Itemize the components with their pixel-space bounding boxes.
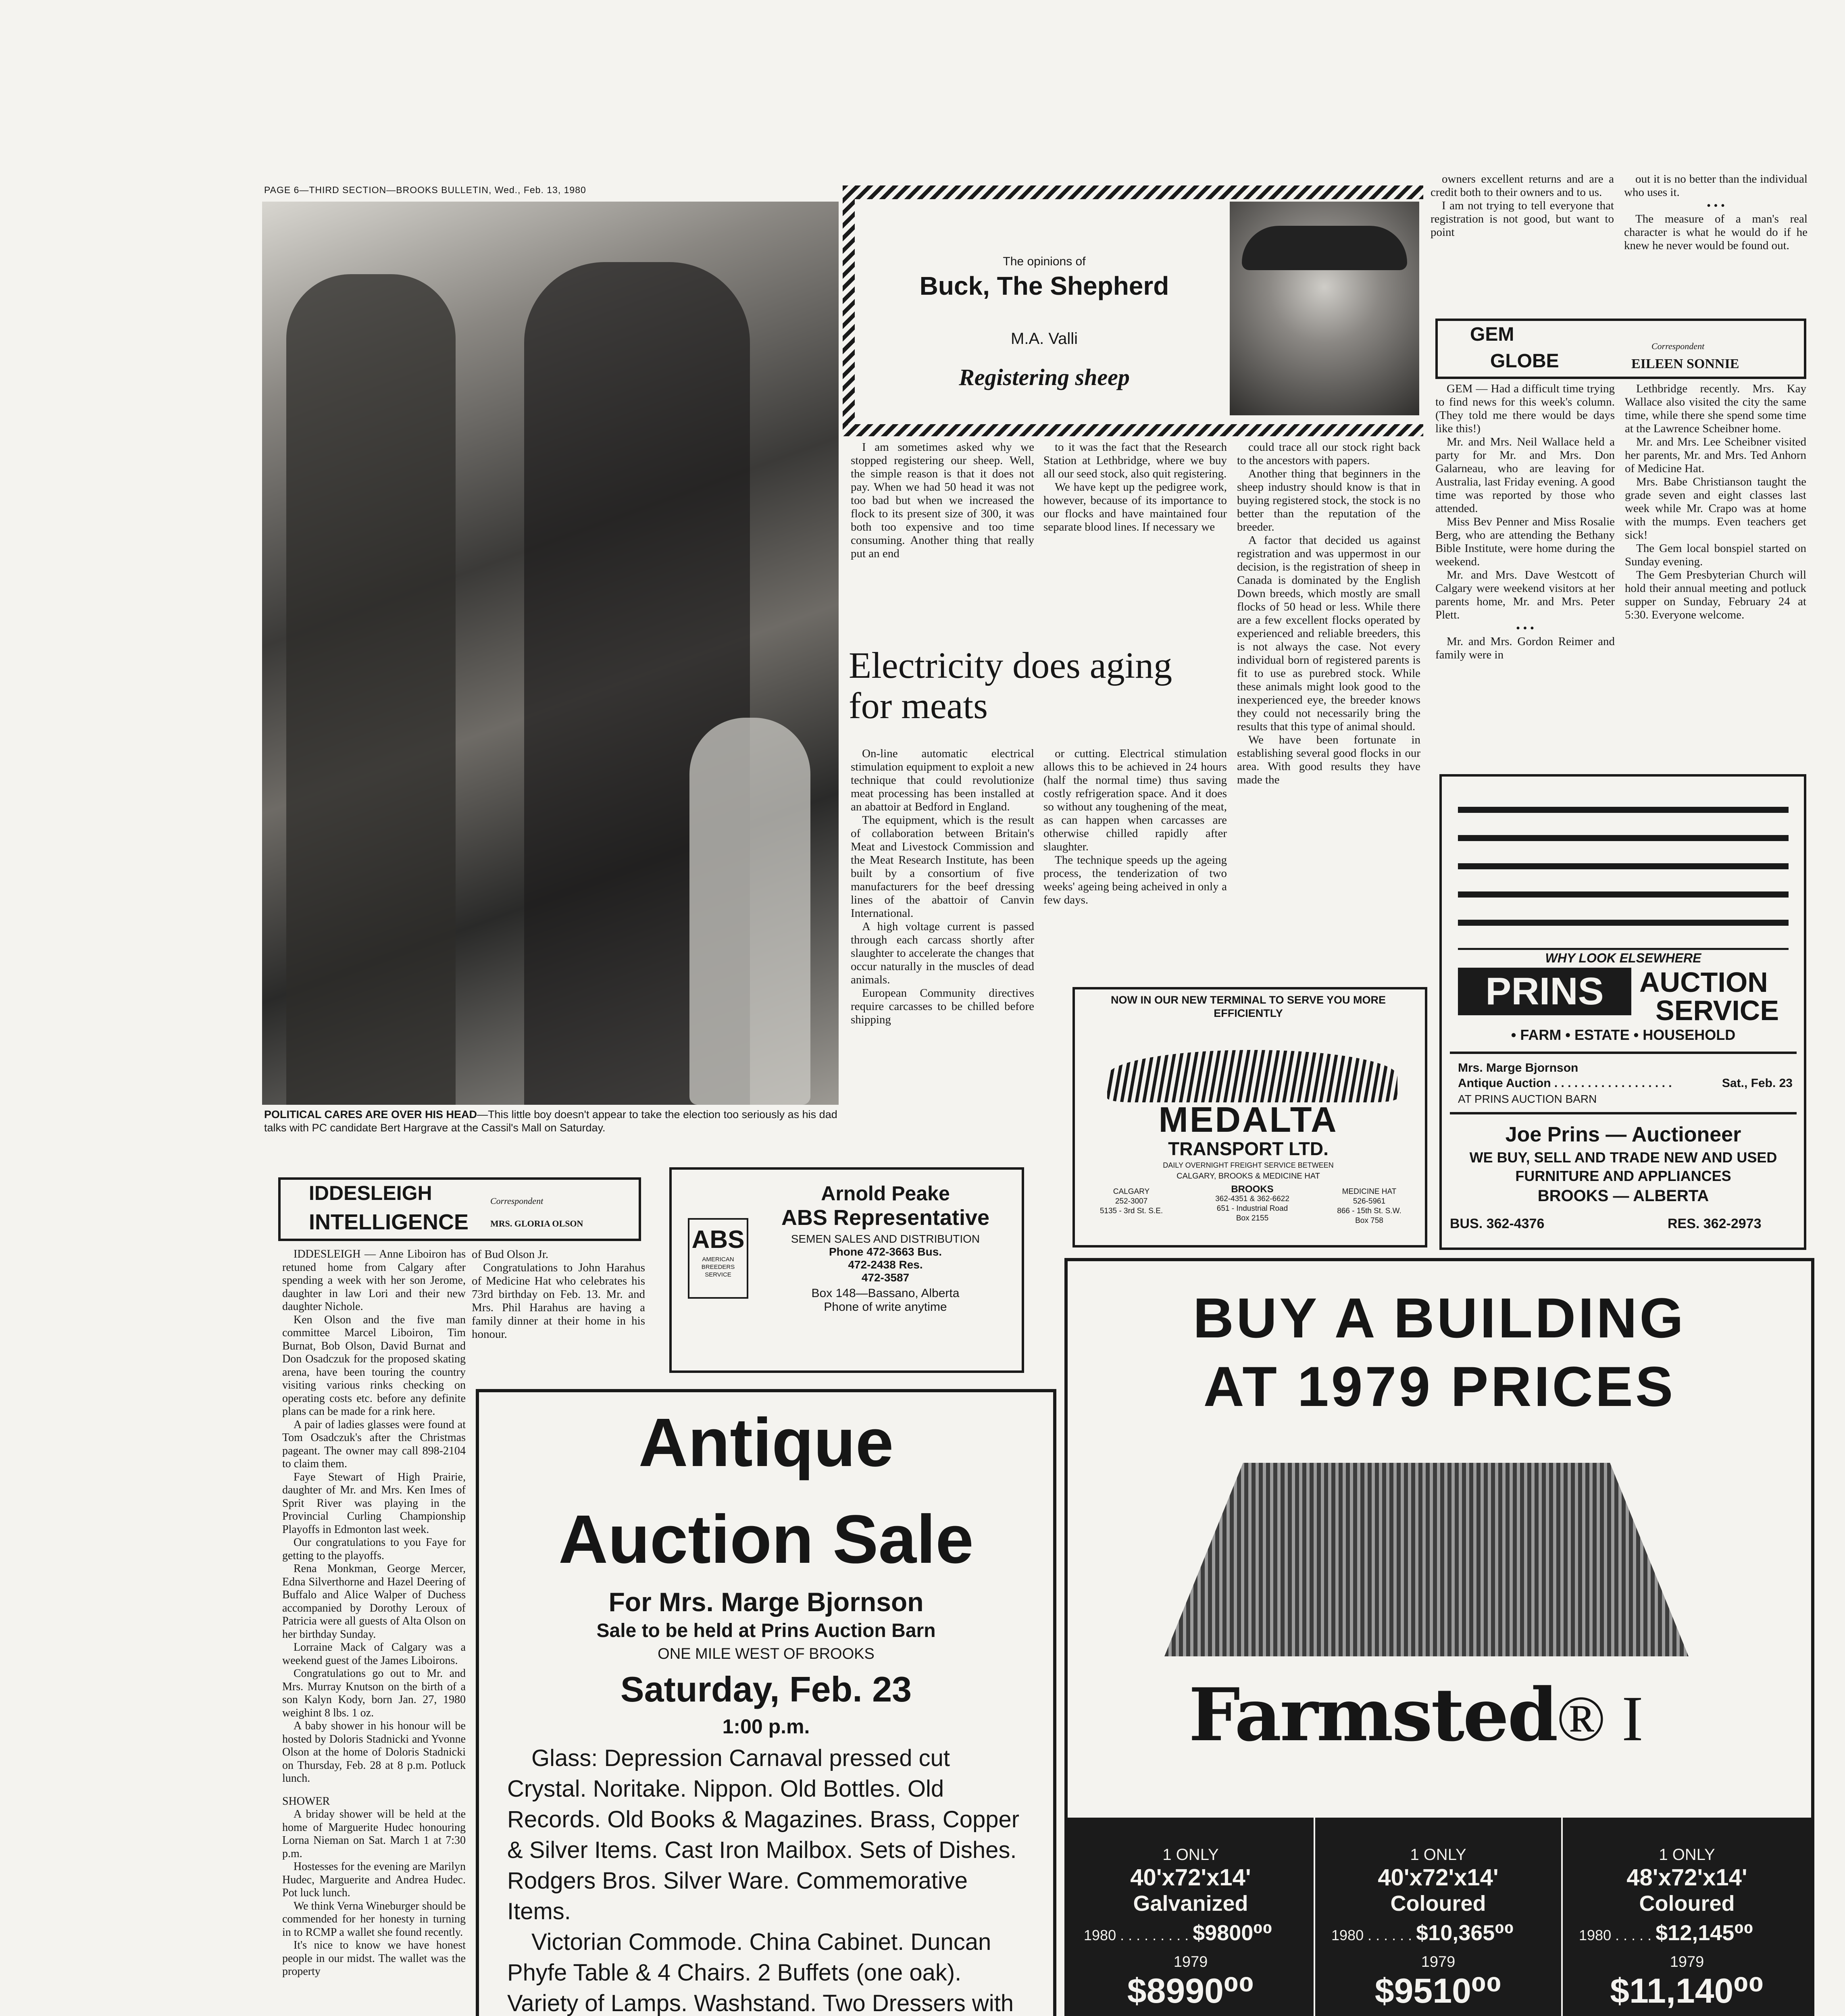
- price-size: 40'x72'x14': [1130, 1864, 1251, 1891]
- paragraph: European Community directives require carcasses to be chilled before shipping: [851, 987, 1034, 1026]
- price-1979: $11,140⁰⁰: [1610, 1972, 1764, 2010]
- office-phone: 362-4351 & 362-6622: [1215, 1195, 1289, 1203]
- prins-bus: BUS. 362-4376: [1450, 1216, 1545, 1231]
- figure-child: [689, 718, 810, 1105]
- buck-subtitle: Registering sheep: [959, 364, 1130, 390]
- paragraph: Mr. and Mrs. Gordon Reimer and family were in: [1435, 635, 1615, 661]
- office-address: 866 - 15th St. S.W.: [1337, 1207, 1401, 1215]
- paragraph: Miss Bev Penner and Miss Rosalie Berg, who are attending the Bethany Bible Institute, were home during the weekend.: [1435, 515, 1615, 568]
- paragraph: could trace all our stock right back to the ancestors with papers.: [1237, 441, 1420, 467]
- iddesleigh-title-1: IDDESLEIGH: [309, 1182, 432, 1204]
- abs-logo: ABS: [691, 1226, 745, 1254]
- abs-note: Phone of write anytime: [824, 1300, 947, 1314]
- office-box: Box 758: [1355, 1216, 1383, 1225]
- price-col-1: [1068, 1818, 1315, 2016]
- prins-service-ad: [1439, 774, 1806, 1250]
- price-size: 40'x72'x14': [1378, 1864, 1499, 1891]
- price-1979: $8990⁰⁰: [1127, 1972, 1254, 2010]
- antique-time: 1:00 p.m.: [722, 1715, 810, 1738]
- figure-man-left: [286, 274, 456, 1105]
- paragraph: Lethbridge recently. Mrs. Kay Wallace also visited the city the same time, while there she spend some time at the Lawrence Scheibner home.: [1625, 382, 1806, 435]
- antique-auction-ad: [476, 1389, 1056, 2016]
- medalta-service: DAILY OVERNIGHT FREIGHT SERVICE BETWEEN: [1163, 1161, 1334, 1169]
- abs-logo-box: [688, 1218, 748, 1299]
- abs-role: ABS Representative: [781, 1206, 990, 1230]
- separator: • • •: [1516, 622, 1534, 635]
- prins-place: BROOKS — ALBERTA: [1537, 1187, 1709, 1205]
- buck-col-4: [1431, 173, 1614, 239]
- photo-caption: [264, 1108, 845, 1135]
- price-1979: $9510⁰⁰: [1374, 1972, 1502, 2010]
- prins-line-2: [1458, 1077, 1793, 1090]
- office-name: CALGARY: [1113, 1187, 1150, 1196]
- paragraph: Mr. and Mrs. Neil Wallace held a party for Mr. and Mrs. Don Galarneau, who are leaving for Australia, last Friday evening. A good time was reported by those who attended.: [1435, 435, 1615, 515]
- iddesleigh-correspondent: MRS. GLORIA OLSON: [490, 1218, 583, 1229]
- antique-location: ONE MILE WEST OF BROOKS: [658, 1645, 875, 1662]
- abs-name: Arnold Peake: [821, 1182, 950, 1205]
- gem-title-1: GEM: [1470, 324, 1514, 345]
- paragraph: The technique speeds up the ageing process, the tenderization of two weeks' ageing being acheived in only a few days.: [1043, 854, 1227, 906]
- price-panel: [1068, 1818, 1811, 2016]
- caption-text: —This little boy doesn't appear to take the election too seriously as his dad talks with PC candidate Bert Hargrave at the Cassil's Mall on Saturday.: [264, 1108, 837, 1134]
- items-paragraph: Victorian Commode. China Cabinet. Duncan Phyfe Table & 4 Chairs. 2 Buffets (one oak). Variety of Lamps. Washstand. Two Dressers with: [507, 1929, 1014, 2016]
- paragraph: to it was the fact that the Research Station at Lethbridge, where we buy all our seed stock, also quit registering.: [1043, 441, 1227, 480]
- paragraph: The Gem local bonspiel started on Sunday evening.: [1625, 542, 1806, 568]
- paragraph: Hostesses for the evening are Marilyn Hudec, Marguerite and Andrea Hudec. Pot luck lunch.: [282, 1860, 466, 1899]
- buck-col-2: [1043, 441, 1227, 534]
- separator: • • •: [1707, 199, 1725, 212]
- gem-col-2: [1625, 382, 1806, 622]
- paragraph: I am sometimes asked why we stopped registering our sheep. Well, the simple reason is that it does not pay. When we had 50 head it was not too bad but when we increased the flock to its present size of 300, it was both too expensive and too time consuming. Another thing that really put an end: [851, 441, 1034, 560]
- iddesleigh-correspondent-label: Correspondent: [490, 1196, 544, 1206]
- abs-phone-1: Phone 472-3663 Bus.: [829, 1245, 942, 1258]
- price-1980: $12,145⁰⁰: [1656, 1921, 1753, 1945]
- gem-title-2: GLOBE: [1490, 350, 1559, 372]
- prins-line-2-date: Sat., Feb. 23: [1722, 1077, 1793, 1090]
- paragraph: out it is no better than the individual who uses it.: [1624, 173, 1808, 199]
- buck-col-5: [1624, 173, 1808, 252]
- gem-correspondent-label: Correspondent: [1651, 341, 1705, 351]
- abs-service: SEMEN SALES AND DISTRIBUTION: [791, 1233, 980, 1245]
- price-1980-label: 1980: [1084, 1927, 1116, 1943]
- paragraph: On-line automatic electrical stimulation equipment to exploit a new technique that could revolutionize meat processing has been installed at an abattoir at Bedford in England.: [851, 747, 1034, 813]
- brand-name: Farmsted: [1189, 1672, 1557, 1758]
- paragraph: Rena Monkman, George Mercer, Edna Silverthorne and Hazel Deering of Buffalo and Alice Walper of Duchess accompanied by Dorothy Leroux of Patricia were all guests of Alta Olson on her birthday Sunday.: [282, 1562, 466, 1641]
- antique-date: Saturday, Feb. 23: [620, 1669, 912, 1709]
- brand-suffix: ® I: [1556, 1683, 1643, 1754]
- paragraph: I am not trying to tell everyone that registration is not good, but want to point: [1431, 199, 1614, 239]
- paragraph: Mrs. Babe Christianson taught the grade seven and eight classes last week while Mr. Crapo was at home with the mumps. Even teachers get sick!: [1625, 475, 1806, 541]
- medalta-medhat: [1321, 1187, 1418, 1226]
- office-address: 651 - Industrial Road: [1216, 1204, 1288, 1213]
- gem-correspondent: EILEEN SONNIE: [1631, 356, 1739, 371]
- paragraph: We think Verna Wineburger should be commended for her honesty in turning in to RCMP a wallet she found recently.: [282, 1899, 466, 1939]
- medalta-name: TRANSPORT LTD.: [1168, 1138, 1329, 1159]
- paragraph: Congratulations go out to Mr. and Mrs. Murray Knutson on the birth of a son Kalyn Kody, born Jan. 27, 1980 weighint 8 lbs. 1 oz.: [282, 1667, 466, 1719]
- electricity-col-2: [1043, 747, 1227, 907]
- price-qty: 1 ONLY: [1410, 1846, 1466, 1864]
- farmsted-ad: [1064, 1258, 1814, 2016]
- horses-illustration: [1458, 785, 1789, 950]
- paragraph: The Gem Presbyterian Church will hold their annual meeting and potluck supper on Sunday, February 24 at 5:30. Everyone welcome.: [1625, 569, 1806, 621]
- medalta-ad: [1072, 987, 1427, 1248]
- prins-logo: PRINS: [1458, 968, 1631, 1015]
- cowboy-hat: [1242, 226, 1407, 270]
- abs-ad: [669, 1167, 1024, 1373]
- shepherd-portrait: [1230, 202, 1419, 415]
- buck-border-top: [843, 185, 1423, 199]
- abs-text: [752, 1182, 1018, 1314]
- abs-logo-sub: AMERICAN BREEDERS SERVICE: [701, 1256, 735, 1278]
- office-phone: 526-5961: [1353, 1197, 1386, 1206]
- paragraph: Another thing that beginners in the sheep industry should know is that in buying registered stock, the stock is no better than the reputation of the breeder.: [1237, 467, 1420, 533]
- farmsted-headline-1: BUY A BUILDING: [1193, 1286, 1686, 1350]
- prins-line-3: AT PRINS AUCTION BARN: [1458, 1093, 1597, 1105]
- paragraph: It's nice to know we have honest people in our midst. The wallet was the property: [282, 1939, 466, 1978]
- paragraph: We have kept up the pedigree work, however, because of its importance to our flocks and have maintained four separate blood lines. If necessary we: [1043, 481, 1227, 533]
- price-1979-label: 1979: [1173, 1954, 1208, 1970]
- paragraph: owners excellent returns and are a credit both to their owners and to us.: [1431, 173, 1614, 199]
- paragraph: A factor that decided us against registration and was uppermost in our decision, is the registration of sheep in Canada is dominated by the English Down breeds, which mostly are small flocks of 50 head or less. While there are a few excellent flocks operated by experienced and reliable breeders, this is not always the case. Not every individual born of registered parents is fit to use as purebred stock. While these animals might look good to the inexperienced eye, the breeder knows they could not necessarily bring the results that this type of animal should.: [1237, 534, 1420, 733]
- antique-title-2: Auction Sale: [558, 1501, 974, 1578]
- paragraph: IDDESLEIGH — Anne Liboiron has retuned home from Calgary after spending a week with her son Jerome, daughter in law Lori and their new daughter Nichole.: [282, 1248, 466, 1313]
- price-1980-row: 1980 . . . . . . $10,365⁰⁰: [1331, 1921, 1514, 1945]
- medalta-feather-logo: [1107, 1050, 1397, 1102]
- divider: [1450, 1052, 1797, 1054]
- prins-auctioneer: Joe Prins — Auctioneer: [1505, 1123, 1741, 1146]
- price-qty: 1 ONLY: [1659, 1846, 1715, 1864]
- buck-title: Buck, The Shepherd: [919, 271, 1169, 300]
- prins-tagline: WHY LOOK ELSEWHERE: [1545, 951, 1701, 965]
- paragraph: Lorraine Mack of Calgary was a weekend guest of the James Liboirons.: [282, 1641, 466, 1667]
- medalta-banner: NOW IN OUR NEW TERMINAL TO SERVE YOU MORE EFFICIENTLY: [1110, 994, 1386, 1019]
- paragraph: We have been fortunate in establishing several good flocks in our area. With good results they have made the: [1237, 733, 1420, 786]
- iddesleigh-col-2: [472, 1248, 645, 1341]
- prins-line-1: Mrs. Marge Bjornson: [1458, 1061, 1578, 1075]
- paragraph: The equipment, which is the result of collaboration between Britain's Meat and Livestock Commission and the Meat Research Institute, has been built by a consortium of five manufacturers for the beef dressing lines of the abattoir of Canvin International.: [851, 814, 1034, 920]
- prins-line-2-label: Antique Auction . . . . . . . . . . . . . . . . . .: [1458, 1077, 1672, 1090]
- paragraph: or cutting. Electrical stimulation allows this to be achieved in 24 hours (half the normal time) thus saving costly refrigeration space. And it does so without any toughening of the meat, as can happen when carcasses are otherwise chilled rapidly after slaughter.: [1043, 747, 1227, 853]
- price-1980-row: 1980 . . . . . $12,145⁰⁰: [1579, 1921, 1753, 1945]
- price-1980-row: 1980 . . . . . . . . . $9800⁰⁰: [1084, 1921, 1272, 1945]
- office-name: MEDICINE HAT: [1342, 1187, 1397, 1196]
- prins-types: • FARM • ESTATE • HOUSEHOLD: [1511, 1027, 1736, 1043]
- antique-for: For Mrs. Marge Bjornson: [608, 1587, 924, 1617]
- caption-lead: POLITICAL CARES ARE OVER HIS HEAD: [264, 1108, 477, 1120]
- price-finish: Coloured: [1639, 1891, 1735, 1916]
- medalta-logo: MEDALTA: [1158, 1100, 1338, 1139]
- office-name: BROOKS: [1231, 1184, 1274, 1195]
- paragraph: GEM — Had a difficult time trying to find news for this week's column. (They told me there would be days like this!): [1435, 382, 1615, 435]
- prins-tag-1: WE BUY, SELL AND TRADE NEW AND USED: [1469, 1149, 1777, 1166]
- iddesleigh-col-1: [282, 1248, 466, 1979]
- price-qty: 1 ONLY: [1162, 1846, 1219, 1864]
- paragraph: Ken Olson and the five man committee Marcel Liboiron, Tim Burnat, Bob Olson, David Burnat and Don Osadczuk for the proposed skating arena, have been touring the country visiting various rinks checking on operating costs etc. before any definite plans can be made for a rink here.: [282, 1313, 466, 1418]
- paragraph: A briday shower will be held at the home of Marguerite Hudec honouring Lorna Nieman on Sat. March 1 at 7:30 p.m.: [282, 1808, 466, 1860]
- gem-col-1: [1435, 382, 1615, 662]
- buck-border-left: [843, 185, 855, 435]
- farmsted-headline-2: AT 1979 PRICES: [1203, 1355, 1676, 1418]
- prins-name-1: AUCTION: [1639, 966, 1768, 998]
- price-finish: Coloured: [1390, 1891, 1486, 1916]
- paragraph: A baby shower in his honour will be hosted by Doloris Stadnicki and Yvonne Olson at the home of Doloris Stadnicki on Thursday, Feb. 28 at 8 p.m. Potluck lunch.: [282, 1720, 466, 1785]
- office-phone: 252-3007: [1115, 1197, 1148, 1206]
- office-address: 5135 - 3rd St. S.E.: [1100, 1207, 1163, 1215]
- antique-held: Sale to be held at Prins Auction Barn: [596, 1620, 936, 1641]
- subhead: SHOWER: [282, 1795, 330, 1808]
- price-1980-label: 1980: [1331, 1927, 1364, 1943]
- paragraph: Our congratulations to you Faye for getting to the playoffs.: [282, 1536, 466, 1562]
- antique-title-1: Antique: [638, 1404, 894, 1481]
- electricity-col-1: [851, 747, 1034, 1027]
- price-finish: Galvanized: [1133, 1891, 1248, 1916]
- divider: [1450, 1112, 1797, 1114]
- iddesleigh-title-2: INTELLIGENCE: [309, 1210, 469, 1234]
- prins-res: RES. 362-2973: [1668, 1216, 1762, 1231]
- brand-logo: [1189, 1672, 1713, 1758]
- paragraph: A high voltage current is passed through each carcass shortly after slaughter to accelerate the changes that occur naturally in the muscles of dead animals.: [851, 920, 1034, 986]
- price-1979-label: 1979: [1421, 1954, 1456, 1970]
- paragraph: The measure of a man's real character is what he would do if he knew he never would be found out.: [1624, 212, 1808, 252]
- price-col-3: [1563, 1818, 1811, 2016]
- abs-phone-2: 472-2438 Res.: [848, 1258, 923, 1271]
- paragraph: Mr. and Mrs. Lee Scheibner visited her parents, Mr. and Mrs. Ted Anhorn of Medicine Hat.: [1625, 435, 1806, 475]
- paragraph: Faye Stewart of High Prairie, daughter of Mr. and Mrs. Ken Imes of Sprit River was playing in the Provincial Curling Championship Playoffs in Edmonton last week.: [282, 1470, 466, 1536]
- medalta-calgary: [1083, 1187, 1180, 1216]
- office-box: Box 2155: [1236, 1214, 1269, 1223]
- buck-col-1: [851, 441, 1034, 560]
- buck-border-bottom: [843, 424, 1423, 436]
- price-size: 48'x72'x14': [1626, 1864, 1747, 1891]
- gem-header: [1435, 319, 1806, 379]
- paragraph: of Bud Olson Jr.: [472, 1248, 549, 1261]
- prins-tag-2: FURNITURE AND APPLIANCES: [1515, 1168, 1731, 1184]
- iddesleigh-header: [278, 1177, 641, 1241]
- antique-items: [507, 1743, 1031, 2016]
- paragraph: Mr. and Mrs. Dave Westcott of Calgary were weekend visitors at her parents home, Mr. and Mrs. Peter Plett.: [1435, 569, 1615, 621]
- buck-col-3: [1237, 441, 1420, 787]
- paragraph: A pair of ladies glasses were found at Tom Osadczuk's after the Christmas pageant. The owner may call 898-2104 to claim them.: [282, 1418, 466, 1470]
- abs-box: Box 148—Bassano, Alberta: [811, 1287, 960, 1300]
- prins-name-2: SERVICE: [1656, 995, 1779, 1026]
- barn-illustration: [1164, 1463, 1689, 1656]
- price-1979-label: 1979: [1670, 1954, 1704, 1970]
- medalta-cities: CALGARY, BROOKS & MEDICINE HAT: [1177, 1172, 1320, 1181]
- page-header: PAGE 6—THIRD SECTION—BROOKS BULLETIN, Wed., Feb. 13, 1980: [264, 185, 586, 195]
- price-1980-label: 1980: [1579, 1927, 1612, 1943]
- medalta-brooks: [1196, 1185, 1309, 1223]
- price-1980: $9800⁰⁰: [1193, 1921, 1272, 1945]
- abs-phone-3: 472-3587: [861, 1271, 910, 1284]
- items-paragraph: Glass: Depression Carnaval pressed cut Crystal. Noritake. Nippon. Old Bottles. Old Records. Old Books & Magazines. Brass, Copper & Silver Items. Cast Iron Mailbox. Sets of Dishes. Rodgers Bros. Silver Ware. Commemorative Items.: [507, 1745, 1020, 1924]
- buck-kicker: The opinions of: [1003, 255, 1086, 268]
- paragraph: Congratulations to John Harahus of Medicine Hat who celebrates his 73rd birthday on Feb. 13. Mr. and Mrs. Phil Harahus are having a family dinner at their home in his honour.: [472, 1261, 645, 1341]
- election-photo: [262, 202, 839, 1105]
- electricity-headline: Electricity does aging for meats: [849, 645, 1172, 726]
- price-col-2: [1315, 1818, 1563, 2016]
- buck-author: M.A. Valli: [1011, 330, 1078, 348]
- price-1980: $10,365⁰⁰: [1416, 1921, 1514, 1945]
